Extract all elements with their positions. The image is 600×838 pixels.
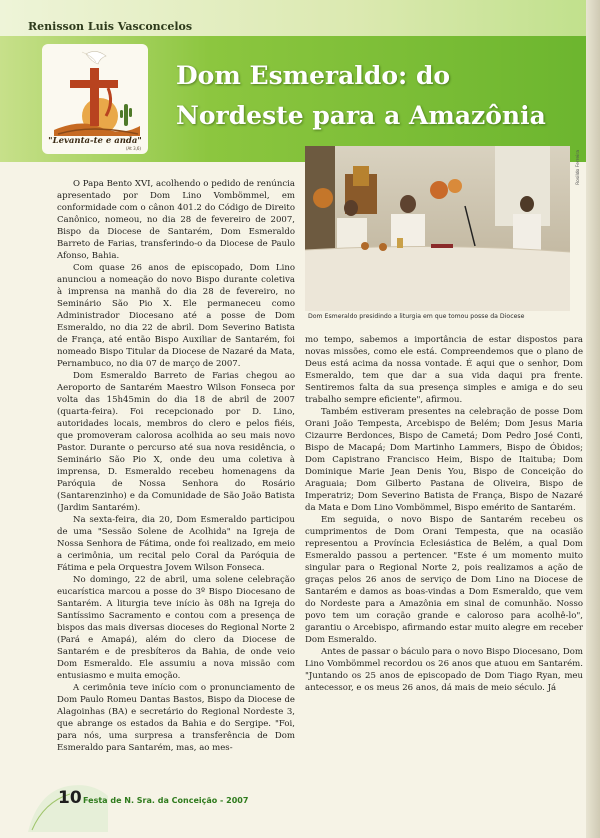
- page-edge: [586, 0, 600, 838]
- paragraph: Com quase 26 anos de episcopado, Dom Lino anunciou a nomeação do novo Bispo durante coletiva à imprensa na manhã do dia 28 de fevereiro, no Seminário São Pio X. Ele permaneceu como Administrador Diocesano até a posse de Dom Esmeraldo, no dia 22 de abril. Dom Severino Batista de França, até então Bispo Auxiliar de Santarém, foi nomeado Bispo Titular da Diocese de Nazaré da Mata, Pernambuco, no dia 07 de março de 2007.: [57, 263, 295, 369]
- photo-caption: Dom Esmeraldo presidindo a liturgia em que tomou posse da Diocese: [308, 313, 525, 320]
- liturgy-photo-image: [305, 146, 570, 311]
- article-column-2: [305, 334, 583, 694]
- paragraph: Na sexta-feira, dia 20, Dom Esmeraldo participou de uma "Sessão Solene de Acolhida" na Igreja de Nossa Senhora de Fátima, onde foi realizado, em meio a cerimônia, um recital pelo Coral da Paróquia de Fátima e pela Orquestra Jovem Wilson Fonseca.: [57, 515, 295, 573]
- photo-credit: Rosildo Ferreira: [576, 150, 581, 185]
- paragraph: Também estiveram presentes na celebração de posse Dom Orani João Tempesta, Arcebispo de Belém; Dom Jesus Maria Cizaurre Berdonces, Bispo de Cametá; Dom Pedro José Conti, Bispo de Macapá; Dom Martinho Lammers, Bispo de Óbidos; Dom Capistrano Francisco Heim, Bispo de Itaituba; Dom Dominique Marie Jean Denis You, Bispo de Conceição do Araguaia; Dom Gilberto Pastana de Oliveira, Bispo de Imperatriz; Dom Severino Batista de França, Bispo de Nazaré da Mata e Dom Lino Vombömmel, Bispo emérito de Santarém.: [305, 407, 583, 513]
- title-line-2: Nordeste para a Amazônia: [176, 101, 546, 130]
- paragraph: Em seguida, o novo Bispo de Santarém recebeu os cumprimentos de Dom Orani Tempesta, que na ocasião representou a Província Eclesiástica de Belém, a qual Dom Esmeraldo passou a pertencer. "Este é um momento muito singular para o Regional Norte 2, pois realizamos a ação de graças pelos 26 anos de serviço de Dom Lino na Diocese de Santarém e damos as boas-vindas a Dom Esmeraldo, que vem do Nordeste para a Amazônia em sinal de comunhão. Nosso povo tem um coração grande e caloroso para acolhê-lo", garantiu o Arcebispo, afirmando estar muito alegre em receber Dom Esmeraldo.: [305, 515, 583, 645]
- logo-reference: (At 3,6): [126, 146, 141, 151]
- article-title: [176, 56, 586, 136]
- author-name: Renisson Luis Vasconcelos: [28, 20, 193, 33]
- paragraph: Antes de passar o báculo para o novo Bispo Diocesano, Dom Lino Vombömmel recordou os 26 anos que atuou em Santarém. "Juntando os 25 anos de episcopado de Dom Tiago Ryan, meu antecessor, e os meus 26 anos, dá mais de meio século. Já: [305, 647, 583, 693]
- page-number: 10: [58, 788, 82, 808]
- paragraph: Dom Esmeraldo Barreto de Farias chegou ao Aeroporto de Santarém Maestro Wilson Fonseca por volta das 15h45min do dia 18 de abril de 2007 (quarta-feira). Foi recepcionado por D. Lino, autoridades locais, membros do clero e pelos fiéis, que promoveram calorosa acolhida ao seu mais novo Pastor. Durante o percurso até sua nova residência, o Seminário São Pio X, onde deu uma coletiva à imprensa, D. Esmeraldo recebeu homenagens da Paróquia de Nossa Senhora do Rosário (Santarenzinho) e da Comunidade de São João Batista (Jardim Santarém).: [57, 371, 295, 513]
- footer-publication: Festa de N. Sra. da Conceição - 2007: [83, 796, 249, 805]
- paragraph: A cerimônia teve início com o pronunciamento de Dom Paulo Romeu Dantas Bastos, Bispo da Diocese de Alagoinhas (BA) e secretário do Regional Nordeste 3, que abrange os estados da Bahia e do Sergipe. "Foi, para nós, uma surpresa a transferência de Dom Esmeraldo para Santarém, mas, ao mes-: [57, 683, 295, 753]
- paragraph: mo tempo, sabemos a importância de estar dispostos para novas missões, como ele está. Compreendemos que o plano de Deus está acima da nossa vontade. É aqui que o senhor, Dom Esmeraldo, tem que dar a sua vida daqui pra frente. Sentiremos falta da sua presença simples e amiga e do seu trabalho sempre eficiente", afirmou.: [305, 335, 583, 405]
- paragraph: O Papa Bento XVI, acolhendo o pedido de renúncia apresentado por Dom Lino Vombömmel, em conformidade com o cânon 401.2 do Código de Direito Canônico, nomeou, no dia 28 de fevereiro de 2007, Bispo da Diocese de Santarém, Dom Esmeraldo Barreto de Farias, transferindo-o da Diocese de Paulo Afonso, Bahia.: [57, 179, 295, 261]
- article-photo: [305, 146, 570, 311]
- paragraph: No domingo, 22 de abril, uma solene celebração eucarística marcou a posse do 3º Bispo Diocesano de Santarém. A liturgia teve início às 08h na Igreja do Santíssimo Sacramento e contou com a presença de bispos das mais diversas dioceses do Regional Norte 2 (Pará e Amapá), além do clero da Diocese de Santarém e de presbíteros da Bahia, de onde veio Dom Esmeraldo. Ele assumiu a nova missão com entusiasmo e muita emoção.: [57, 575, 295, 681]
- logo-caption: "Levanta-te e anda": [48, 136, 142, 146]
- article-column-1: [57, 178, 295, 754]
- title-line-1: Dom Esmeraldo: do: [176, 61, 451, 90]
